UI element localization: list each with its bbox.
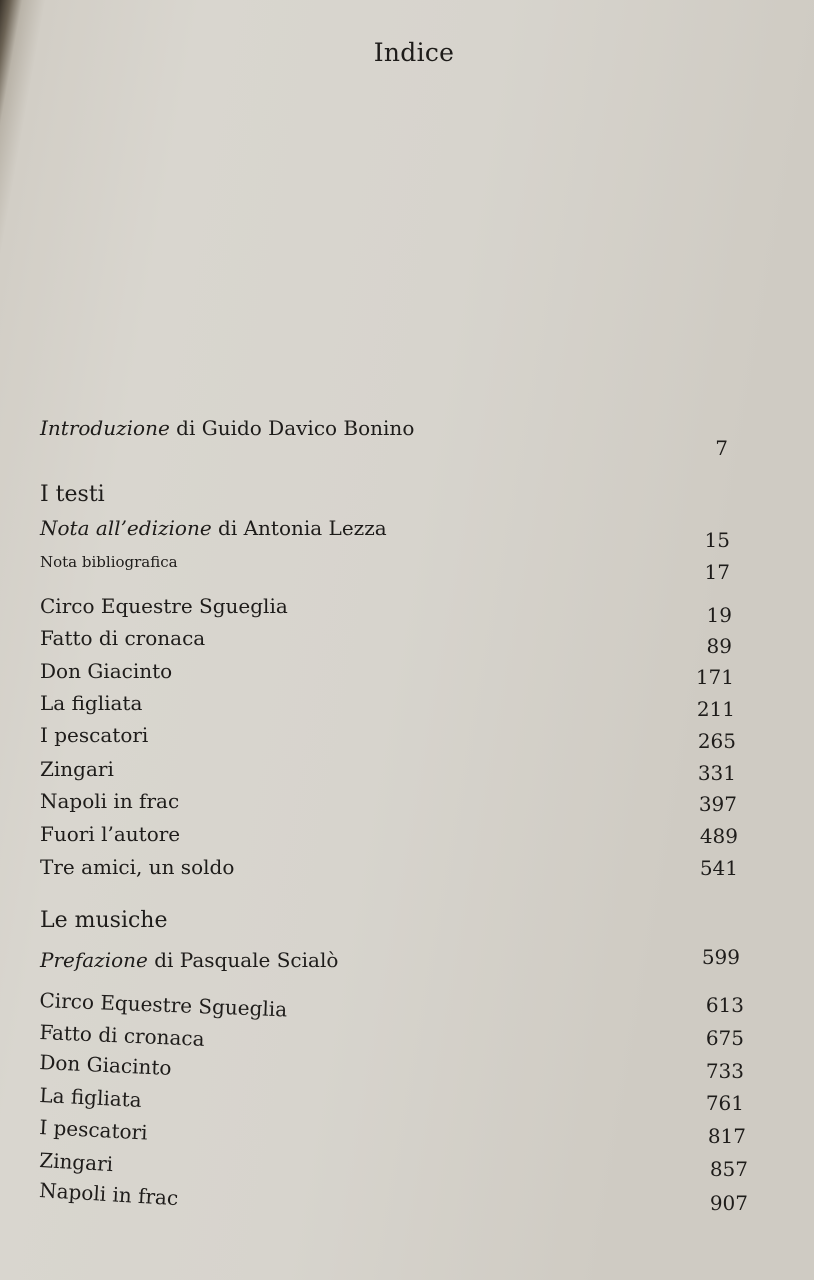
- intro-author: di Guido Davico Bonino: [169, 416, 415, 440]
- musiche-entry-page-number: 857: [709, 1157, 748, 1181]
- musiche-entry-title: Napoli in frac: [38, 1178, 179, 1211]
- musiche-entry-page-number: 675: [705, 1026, 744, 1050]
- testi-entry-page-number: 489: [699, 824, 738, 848]
- prefazione-page-number: 599: [701, 945, 740, 969]
- testi-entry-title: La figliata: [40, 691, 143, 715]
- section-heading-testi: I testi: [40, 482, 105, 507]
- testi-entry-page-number: 89: [706, 634, 732, 658]
- musiche-entry-title: Zingari: [38, 1148, 114, 1177]
- testi-entry-title: Napoli in frac: [40, 789, 180, 813]
- intro-italic: Introduzione: [40, 416, 170, 440]
- testi-entry-title: Fuori l’autore: [40, 822, 181, 846]
- page-title: Indice: [373, 38, 455, 67]
- testi-entry-title: Don Giacinto: [40, 659, 173, 683]
- prefazione-entry: [40, 948, 338, 972]
- section-heading-musiche: Le musiche: [40, 908, 168, 933]
- musiche-entry-page-number: 907: [709, 1191, 748, 1215]
- testi-entry-page-number: 265: [697, 729, 736, 753]
- nota-bibliografica-page-number: 17: [704, 560, 730, 584]
- testi-entry-title: Zingari: [40, 757, 114, 781]
- prefazione-italic: Prefazione: [40, 948, 148, 972]
- nota-edizione-page-number: 15: [704, 528, 730, 552]
- musiche-entry-page-number: 761: [705, 1091, 744, 1115]
- musiche-entry-title: Circo Equestre Sgueglia: [39, 988, 288, 1022]
- testi-entry-page-number: 19: [706, 603, 732, 627]
- testi-entry-title: I pescatori: [40, 723, 149, 747]
- testi-entry-page-number: 171: [695, 665, 734, 689]
- prefazione-author: di Pasquale Scialò: [147, 948, 339, 972]
- nota-edizione-author: di Antonia Lezza: [211, 516, 387, 540]
- testi-entry-title: Circo Equestre Sgueglia: [40, 594, 288, 618]
- musiche-entry-page-number: 733: [705, 1059, 744, 1083]
- testi-entry-title: Fatto di cronaca: [40, 626, 206, 650]
- intro-page-number: 7: [715, 436, 728, 460]
- testi-entry-page-number: 211: [696, 697, 735, 721]
- musiche-entry-title: Don Giacinto: [38, 1050, 173, 1080]
- testi-entry-title: Tre amici, un soldo: [40, 855, 235, 879]
- testi-entry-page-number: 541: [699, 856, 738, 880]
- intro-entry: [40, 416, 414, 440]
- musiche-entry-page-number: 613: [705, 993, 744, 1017]
- musiche-entry-title: La figliata: [38, 1083, 143, 1112]
- musiche-entry-title: Fatto di cronaca: [38, 1020, 206, 1051]
- musiche-entry-title: I pescatori: [38, 1115, 149, 1145]
- testi-entry-page-number: 397: [698, 792, 737, 816]
- testi-entry-page-number: 331: [697, 761, 736, 785]
- musiche-entry-page-number: 817: [707, 1124, 746, 1148]
- nota-edizione-entry: [40, 516, 387, 540]
- nota-bibliografica-entry: Nota bibliografica: [40, 553, 178, 571]
- nota-edizione-italic: Nota all’edizione: [40, 516, 212, 540]
